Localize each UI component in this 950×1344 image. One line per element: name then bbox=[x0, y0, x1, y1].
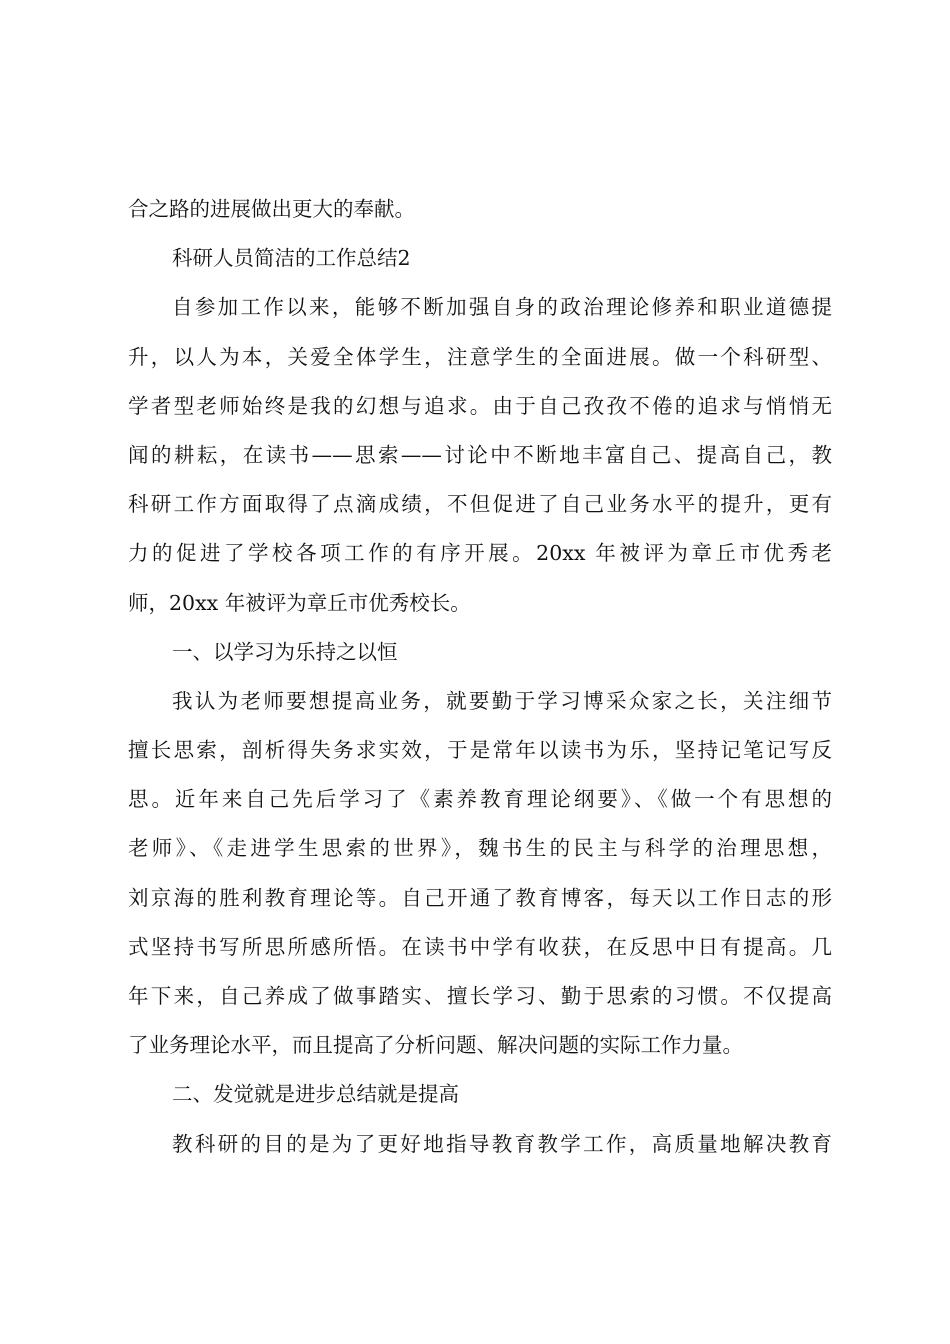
paragraph-line: 我认为老师要想提高业务，就要勤于学习博采众家之长，关注细节 bbox=[172, 688, 832, 713]
paragraph-line: 了业务理论水平，而且提高了分析问题、解决问题的实际工作力量。 bbox=[128, 1033, 743, 1058]
paragraph-line: 年下来，自己养成了做事踏实、擅长学习、勤于思索的习惯。不仅提高 bbox=[128, 984, 832, 1008]
paragraph-line: 教科研的目的是为了更好地指导教育教学工作，高质量地解决教育 bbox=[172, 1131, 832, 1156]
paragraph-line: 老师》、《走进学生思索的世界》，魏书生的民主与科学的治理思想， bbox=[128, 836, 832, 861]
paragraph-line: 升，以人为本，关爱全体学生，注意学生的全面进展。做一个科研型、 bbox=[128, 344, 832, 369]
paragraph-line: 力的促进了学校各项工作的有序开展。20xx 年被评为章丘市优秀老 bbox=[128, 541, 832, 566]
paragraph-line: 自参加工作以来，能够不断加强自身的政治理论修养和职业道德提 bbox=[172, 295, 832, 320]
paragraph-line: 刘京海的胜利教育理论等。自己开通了教育博客，每天以工作日志的形 bbox=[128, 885, 832, 910]
paragraph-line: 擅长思索，剖析得失务求实效，于是常年以读书为乐，坚持记笔记写反 bbox=[128, 738, 832, 763]
section-heading: 二、发觉就是进步总结就是提高 bbox=[172, 1082, 459, 1107]
paragraph-line: 思。近年来自己先后学习了《素养教育理论纲要》、《做一个有思想的 bbox=[128, 787, 832, 812]
paragraph-line: 闻的耕耘，在读书——思索——讨论中不断地丰富自己、提高自己，教 bbox=[128, 442, 832, 467]
paragraph-line: 式坚持书写所思所感所悟。在读书中学有收获，在反思中日有提高。几 bbox=[128, 934, 832, 959]
document-body bbox=[128, 185, 832, 1169]
section-heading: 一、以学习为乐持之以恒 bbox=[172, 639, 398, 664]
paragraph-line: 合之路的进展做出更大的奉献。 bbox=[128, 197, 415, 221]
paragraph-line: 学者型老师始终是我的幻想与追求。由于自己孜孜不倦的追求与悄悄无 bbox=[128, 393, 832, 418]
section-heading: 科研人员简洁的工作总结2 bbox=[172, 246, 411, 271]
paragraph-line: 科研工作方面取得了点滴成绩，不但促进了自己业务水平的提升，更有 bbox=[128, 492, 832, 517]
paragraph-line: 师，20xx 年被评为章丘市优秀校长。 bbox=[128, 590, 471, 615]
